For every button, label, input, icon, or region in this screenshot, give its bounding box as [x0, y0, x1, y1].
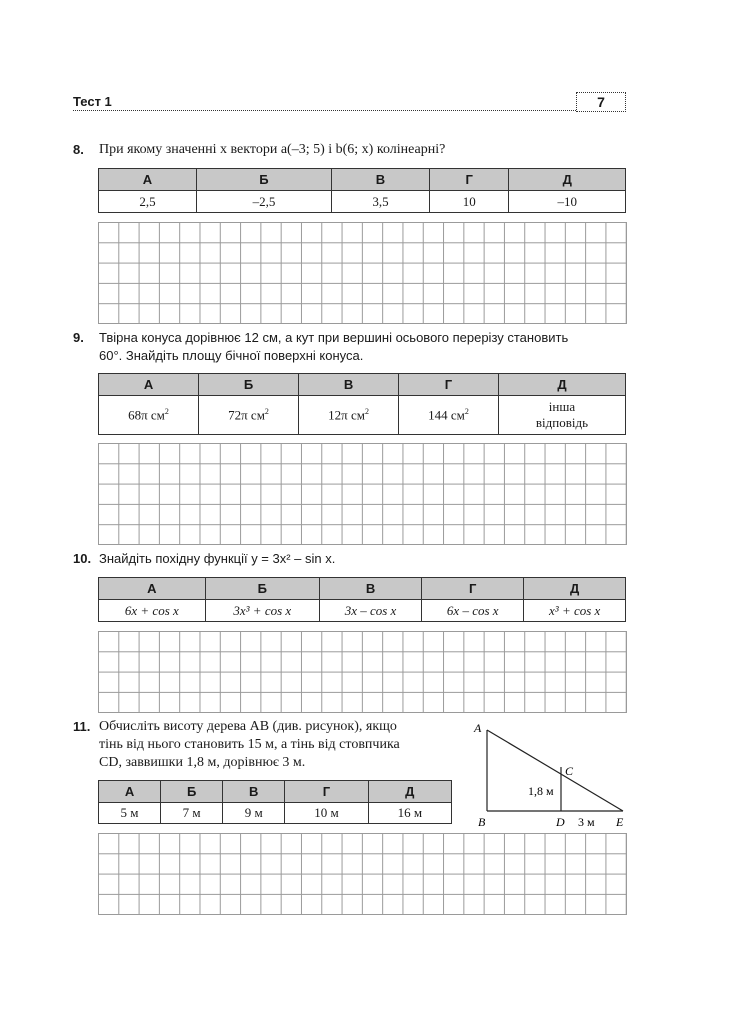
option-letter: А	[99, 169, 197, 191]
question-text: Знайдіть похідну функції y = 3x² – sin x.	[99, 551, 336, 566]
option-letter: В	[223, 781, 285, 803]
option-value: 9 м	[223, 803, 285, 824]
answer-table-9	[98, 373, 626, 435]
option-letter: Д	[524, 578, 626, 600]
option-value-text: 72π см	[228, 407, 265, 423]
option-letter: Б	[199, 374, 299, 396]
header-rule	[73, 110, 626, 111]
segment-ae	[487, 730, 623, 811]
option-letter: Г	[422, 578, 524, 600]
option-letter: Б	[205, 578, 319, 600]
question-text-line: тінь від нього становить 15 м, а тінь від стовпчика	[99, 737, 400, 752]
option-letter: Д	[368, 781, 451, 803]
option-value	[299, 396, 399, 435]
question-text-line: Обчисліть висоту дерева AB (див. рисунок), якщо	[99, 719, 397, 734]
option-value-line: інша	[548, 399, 576, 414]
superscript: 2	[464, 406, 469, 416]
superscript: 2	[264, 406, 269, 416]
option-value: –10	[509, 191, 626, 213]
question-number: 9.	[73, 330, 84, 345]
answer-table-11	[98, 780, 452, 824]
option-letter: В	[299, 374, 399, 396]
option-letter: В	[319, 578, 421, 600]
point-label-b: B	[478, 815, 486, 829]
option-value	[498, 396, 625, 435]
question-number: 10.	[73, 551, 92, 566]
page-header	[73, 92, 626, 112]
option-value: 7 м	[161, 803, 223, 824]
option-letter: А	[99, 781, 161, 803]
option-value: 3x³ + cos x	[205, 600, 319, 622]
option-value: –2,5	[197, 191, 332, 213]
option-value	[399, 396, 499, 435]
option-letter: Б	[161, 781, 223, 803]
work-grid-10[interactable]	[98, 631, 627, 713]
option-value: 3x – cos x	[319, 600, 421, 622]
option-letter: Г	[285, 781, 368, 803]
work-grid-9[interactable]	[98, 443, 627, 545]
option-value: 2,5	[99, 191, 197, 213]
work-grid-11[interactable]	[98, 833, 627, 915]
point-label-d: D	[556, 815, 565, 829]
question-number: 8.	[73, 142, 84, 157]
option-value-text: 12π см	[328, 407, 365, 423]
option-value-text: 68π см	[128, 407, 165, 423]
option-letter: Г	[399, 374, 499, 396]
answer-table-8	[98, 168, 626, 213]
question-text: При якому значенні x вектори a(–3; 5) і b(6; x) колінеарні?	[99, 142, 446, 157]
superscript: 2	[164, 406, 169, 416]
page-number: 7	[576, 92, 626, 112]
option-letter: Г	[429, 169, 509, 191]
test-title: Тест 1	[73, 94, 112, 109]
superscript: 2	[364, 406, 369, 416]
work-grid-8[interactable]	[98, 222, 627, 324]
option-value: 5 м	[99, 803, 161, 824]
option-value-line: відповідь	[535, 415, 589, 430]
option-value: 3,5	[331, 191, 429, 213]
option-value	[199, 396, 299, 435]
cd-length-label: 1,8 м	[528, 784, 554, 798]
answer-table-10	[98, 577, 626, 622]
option-letter: А	[99, 374, 199, 396]
question-text-line: 60°. Знайдіть площу бічної поверхні конуса.	[99, 348, 364, 363]
option-value: 6x + cos x	[99, 600, 206, 622]
question-text-line: CD, заввишки 1,8 м, дорівнює 3 м.	[99, 755, 306, 770]
option-letter: В	[331, 169, 429, 191]
option-letter: Д	[509, 169, 626, 191]
triangle-figure	[470, 722, 630, 832]
question-text-line: Твірна конуса дорівнює 12 см, а кут при вершині осьового перерізу становить	[99, 330, 569, 345]
de-length-label: 3 м	[578, 815, 595, 829]
question-number: 11.	[73, 719, 91, 734]
question-9	[73, 329, 633, 365]
option-letter: Б	[197, 169, 332, 191]
point-label-e: E	[616, 815, 624, 829]
point-label-c: C	[565, 764, 574, 778]
option-letter: Д	[498, 374, 625, 396]
option-value: 6x – cos x	[422, 600, 524, 622]
option-letter: А	[99, 578, 206, 600]
option-value-text: 144 см	[428, 407, 465, 423]
option-value: 10	[429, 191, 509, 213]
option-value: 16 м	[368, 803, 451, 824]
option-value: x³ + cos x	[524, 600, 626, 622]
point-label-a: A	[474, 722, 482, 735]
option-value: 10 м	[285, 803, 368, 824]
option-value	[99, 396, 199, 435]
question-11	[73, 718, 463, 772]
